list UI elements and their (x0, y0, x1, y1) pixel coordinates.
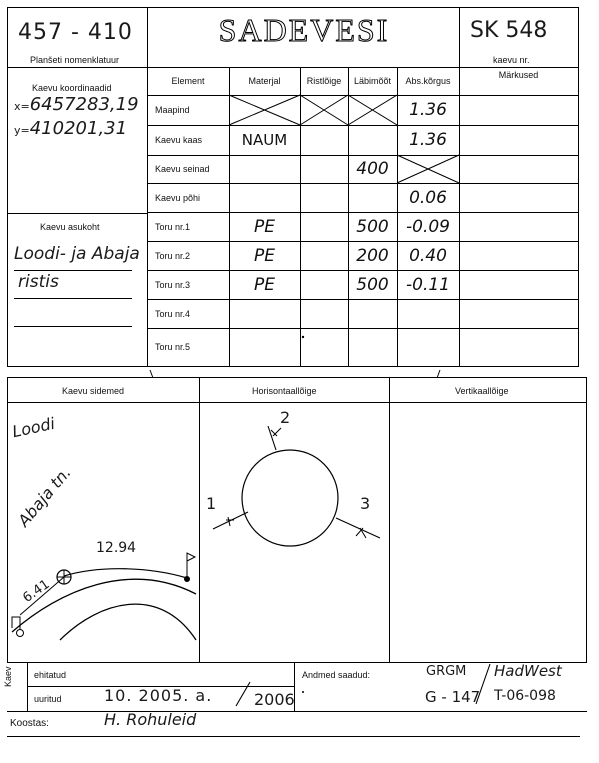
map-sheet-label: Planšeti nomenklatuur (30, 55, 120, 65)
row-element: Toru nr.1 (155, 221, 191, 232)
distance-long: 12.94 (96, 540, 137, 556)
compiled-by-label: Koostas: (10, 718, 49, 729)
row-element: Kaevu põhi (155, 192, 201, 203)
pipe-number-2: 2 (280, 408, 291, 427)
footer-surveyed-label: uuritud (34, 694, 62, 704)
street-loodi: Loodi (10, 413, 57, 442)
vertical-section-label: Vertikaallõige (455, 386, 509, 396)
map-sheet-value: 457 - 410 (18, 20, 133, 45)
col-header-element: Element (171, 76, 205, 86)
well-id-value: SK 548 (470, 18, 548, 43)
row-element: Kaevu kaas (155, 135, 203, 145)
street-abaja: Abaja tn. (14, 463, 75, 531)
row-labimoot: 400 (356, 159, 389, 179)
row-labimoot: 200 (356, 245, 389, 266)
horizontal-section-label: Horisontaallõige (252, 386, 317, 396)
footer-side-label: Kaev (3, 666, 13, 687)
row-materjal: PE (254, 245, 275, 266)
data-source-label: Andmed saadud: (302, 670, 371, 680)
data-line1: GRGM (426, 664, 467, 679)
row-element: Toru nr.2 (155, 250, 191, 261)
data-line1b: HadWest (494, 662, 562, 680)
row-labimoot: 500 (356, 216, 389, 237)
row-abs: 0.40 (409, 245, 447, 266)
row-element: Toru nr.3 (155, 279, 191, 290)
row-materjal: PE (254, 216, 275, 237)
location-label: Kaevu asukoht (40, 222, 100, 232)
pipe-number-3: 3 (360, 494, 371, 513)
footer-built-label: ehitatud (34, 670, 67, 680)
row-element: Toru nr.5 (155, 342, 191, 352)
col-header-labimoot: Läbimõõt (353, 76, 392, 86)
row-abs: 1.36 (409, 130, 447, 150)
compiled-by-value: H. Rohuleid (104, 710, 197, 729)
surveyed-year2: 2006 (254, 690, 295, 709)
col-header-markused: Märkused (498, 70, 539, 80)
row-abs: -0.11 (406, 274, 450, 295)
row-abs: -0.09 (406, 216, 450, 237)
location-line2: ristis (18, 272, 59, 292)
coordinate-y-prefix: y= (14, 124, 30, 137)
surveyed-date: 10. 2005. a. (104, 686, 213, 705)
row-labimoot: 500 (356, 274, 389, 295)
location-line1: Loodi- ja Abaja (14, 244, 140, 264)
ties-label: Kaevu sidemed (62, 386, 125, 396)
data-line2b: T-06-098 (494, 688, 556, 704)
row-abs: 1.36 (409, 100, 447, 120)
row-materjal: NAUM (241, 131, 288, 149)
col-header-ristloige: Ristlõige (306, 76, 342, 86)
data-line2: G - 147 (425, 688, 481, 706)
coordinate-x-value: 6457283,19 (29, 94, 139, 115)
coordinates-label: Kaevu koordinaadid (32, 83, 112, 93)
col-header-materjal: Materjal (248, 76, 281, 86)
well-id-label: kaevu nr. (493, 55, 530, 65)
row-element: Kaevu seinad (155, 164, 210, 174)
row-element: Maapind (155, 105, 190, 115)
row-abs: 0.06 (409, 187, 447, 208)
distance-short: 6.41 (20, 577, 53, 606)
pipe-number-1: 1 (206, 494, 217, 513)
page-title: SADEVESI (218, 12, 390, 48)
coordinate-x-prefix: x= (14, 100, 30, 113)
col-header-abs: Abs.kõrgus (405, 76, 451, 86)
row-materjal: PE (254, 274, 275, 295)
coordinate-y-value: 410201,31 (29, 118, 128, 139)
row-element: Toru nr.4 (155, 308, 191, 319)
